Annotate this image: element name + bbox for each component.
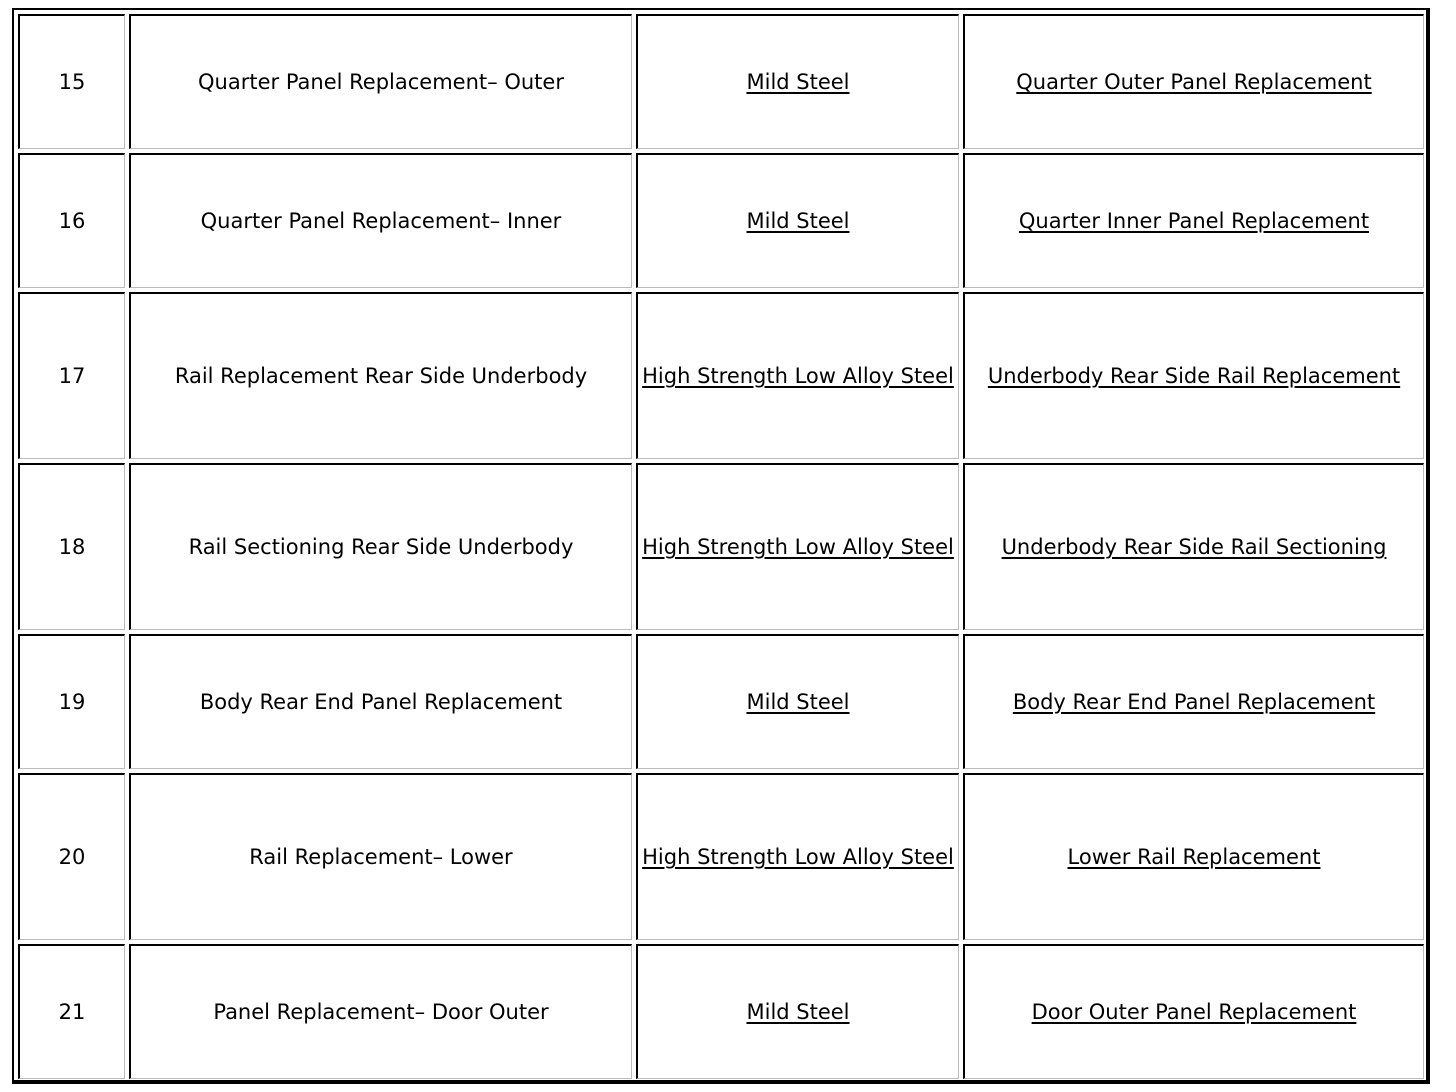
procedure-link[interactable]: Body Rear End Panel Replacement bbox=[1012, 690, 1376, 714]
table-row bbox=[18, 773, 1424, 940]
repair-description: Rail Replacement Rear Side Underbody bbox=[129, 292, 632, 459]
material-cell bbox=[636, 153, 959, 288]
table-row bbox=[18, 14, 1424, 149]
procedure-cell bbox=[963, 14, 1424, 149]
row-number: 15 bbox=[18, 14, 125, 149]
material-link[interactable]: Mild Steel bbox=[746, 70, 850, 94]
row-number: 17 bbox=[18, 292, 125, 459]
procedure-cell bbox=[963, 773, 1424, 940]
table-row bbox=[18, 634, 1424, 769]
procedure-cell bbox=[963, 153, 1424, 288]
material-cell bbox=[636, 463, 959, 630]
procedure-link[interactable]: Underbody Rear Side Rail Replacement bbox=[987, 364, 1401, 388]
procedure-cell bbox=[963, 634, 1424, 769]
material-link[interactable]: High Strength Low Alloy Steel bbox=[642, 364, 954, 388]
repair-description: Body Rear End Panel Replacement bbox=[129, 634, 632, 769]
procedure-link[interactable]: Lower Rail Replacement bbox=[1067, 845, 1321, 869]
repair-description: Panel Replacement– Door Outer bbox=[129, 944, 632, 1079]
procedure-cell bbox=[963, 463, 1424, 630]
repair-description: Quarter Panel Replacement– Inner bbox=[129, 153, 632, 288]
material-link[interactable]: Mild Steel bbox=[746, 690, 850, 714]
table-row bbox=[18, 292, 1424, 459]
material-link[interactable]: High Strength Low Alloy Steel bbox=[642, 535, 954, 559]
material-cell bbox=[636, 292, 959, 459]
procedure-link[interactable]: Underbody Rear Side Rail Sectioning bbox=[1001, 535, 1387, 559]
table-row bbox=[18, 944, 1424, 1079]
material-cell bbox=[636, 634, 959, 769]
material-link[interactable]: Mild Steel bbox=[746, 1000, 850, 1024]
material-link[interactable]: High Strength Low Alloy Steel bbox=[642, 845, 954, 869]
procedure-link[interactable]: Door Outer Panel Replacement bbox=[1031, 1000, 1357, 1024]
row-number: 21 bbox=[18, 944, 125, 1079]
procedure-cell bbox=[963, 944, 1424, 1079]
material-cell bbox=[636, 14, 959, 149]
material-cell bbox=[636, 773, 959, 940]
repair-description: Rail Replacement– Lower bbox=[129, 773, 632, 940]
row-number: 18 bbox=[18, 463, 125, 630]
table-row bbox=[18, 463, 1424, 630]
procedure-link[interactable]: Quarter Outer Panel Replacement bbox=[1016, 70, 1372, 94]
row-number: 19 bbox=[18, 634, 125, 769]
procedure-link[interactable]: Quarter Inner Panel Replacement bbox=[1018, 209, 1370, 233]
repair-description: Rail Sectioning Rear Side Underbody bbox=[129, 463, 632, 630]
repair-description: Quarter Panel Replacement– Outer bbox=[129, 14, 632, 149]
material-link[interactable]: Mild Steel bbox=[746, 209, 850, 233]
table-row bbox=[18, 153, 1424, 288]
row-number: 16 bbox=[18, 153, 125, 288]
row-number: 20 bbox=[18, 773, 125, 940]
procedure-cell bbox=[963, 292, 1424, 459]
repair-procedures-table bbox=[12, 8, 1430, 1084]
material-cell bbox=[636, 944, 959, 1079]
table-grid bbox=[14, 10, 1428, 1083]
